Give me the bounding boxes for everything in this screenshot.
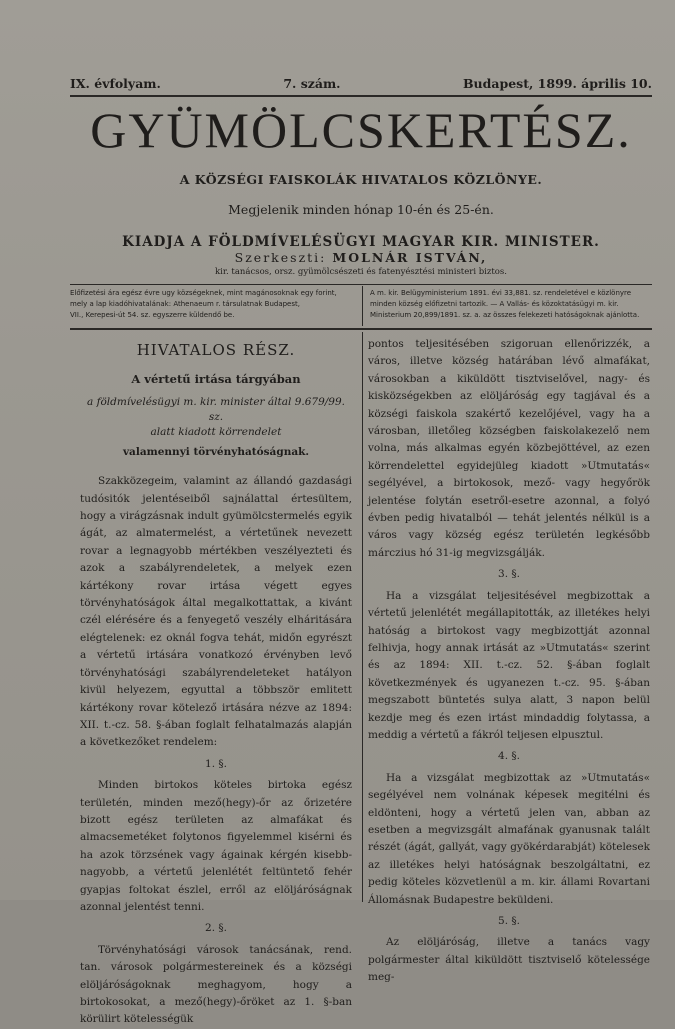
- subscription-line: VII., Kerepesi-út 54. sz. egyszerre küldendő be.: [70, 311, 235, 319]
- info-separator: [362, 286, 363, 326]
- section-title: HIVATALOS RÉSZ.: [136, 341, 296, 359]
- ministry-info: [370, 288, 658, 321]
- article-subtitle: alatt kiadott körrendelet: [150, 425, 282, 438]
- editor-label: Szerkeszti:: [234, 250, 327, 265]
- paragraph: Minden birtokos köteles birtoka egész területén, minden mező(hegy)-őr az őrizetére bizott egész területen az almafákat és almacsemetéket folytonos figyelemmel kisérni és ha azok törzsének vagy ágainak kérgén kisebb-nagyobb, a vértetű jelenlétét feltüntető fehér gyapjas foltokat észlel, erről az elöljáróságnak azonnal jelentést tenni.: [80, 779, 352, 913]
- section-number: 1. §.: [205, 757, 227, 770]
- left-column: [80, 336, 352, 1029]
- subscription-line: Előfizetési ára egész évre ugy községeknek, mint magánosoknak egy forint,: [70, 289, 337, 297]
- paragraph: Ha a vizsgálat megbizottak az »Utmutatás« segélyével nem volnának képesek megitélni és eldönteni, hogy a vértetű jelen van, abban az esetben a megvizsgált almafának gyanusnak talált részét (ágát, gallyát, vagy gyökérdarabját) kötelesek az illetékes helyi hatóságnak beszolgáltatni, ez pedig köteles közvetlenül a m. kir. állami Rovartani Állomásnak Budapestre beküldeni.: [368, 771, 650, 906]
- editor-name: MOLNÁR ISTVÁN,: [332, 250, 488, 265]
- paragraph: pontos teljesitésében szigoruan ellenőrizzék, a város, illetve község határában lévő almafákat, városokban a kiküldött tisztviselővel, nagy- és kisközségekben az elöljáróság egy tagjával és a községi faiskola szakértő kezelőjével, vagy ha a városban, illetőleg községben faiskolakezelő nem volna, más alkalmas egyén közbejöttével, az ezen körrendelettel egyidejüleg kiadott »Utmutatás« segélyével, a birtokosok, mező- vagy hegyőrök jelentése folytán esetről-esetre azonnal, a folyó évben pedig hivatalból — tehát jelentés nélkül is a város vagy község egész területén legkésőbb márczius hó 31-ig megvizsgálják.: [368, 338, 650, 559]
- issue-label: 7. szám.: [283, 76, 341, 91]
- subscription-line: mely a lap kiadóhivatalának: Athenaeum r. társulatnak Budapest,: [70, 300, 300, 308]
- paragraph: Ha a vizsgálat teljesitésével megbizottak a vértetű jelenlétét megállapitották, az illetékes helyi hatóság a birtokost vagy megbizottját azonnal felhivja, hogy annak irtását az »Utmutatás« szerint és az 1894: XII. t.-cz. 52. §-ában foglalt következmények és ugyanezen t.-cz. 95. §-ában megszabott büntetés sulya alatt, 3 napon belül kezdje meg és ezen irtást mindaddig folytassa, a meddig a vértetű a fákról teljesen elpusztul.: [368, 589, 650, 741]
- subscription-info: [70, 288, 358, 321]
- columns-top-rule: [70, 328, 652, 330]
- publication-schedule: Megjelenik minden hónap 10-én és 25-én.: [228, 202, 494, 217]
- ministry-line: Ministerium 20,899/1891. sz. a. az összes felekezeti hatóságoknak ajánlotta.: [370, 311, 640, 319]
- ministry-line: A m. kir. Belügyministerium 1891. évi 33,881. sz. rendeletével e közlönyre: [370, 289, 632, 297]
- volume-label: IX. évfolyam.: [70, 76, 161, 91]
- section-number: 3. §.: [498, 568, 520, 581]
- article-title: A vértetű irtása tárgyában: [131, 372, 301, 387]
- newspaper-title: GYÜMÖLCSKERTÉSZ.: [90, 102, 632, 158]
- article-addressee: valamennyi törvényhatóságnak.: [122, 445, 310, 458]
- section-number: 4. §.: [498, 750, 520, 763]
- top-rule: [70, 95, 652, 97]
- section-number: 2. §.: [205, 922, 227, 935]
- right-column: [368, 336, 650, 987]
- section-number: 5. §.: [498, 915, 520, 927]
- paragraph: Törvényhatósági városok tanácsának, rend. tan. városok polgármestereinek és a községi elöljáróságoknak meghagyom, hogy a birtokosokat, a mező(hegy)-őröket az 1. §-ban körülirt kötelességük: [80, 943, 352, 1026]
- masthead-top-line: [70, 76, 652, 91]
- editor-note: kir. tanácsos, orsz. gyümölcsészeti és fatenyésztési ministeri biztos.: [215, 267, 507, 277]
- paragraph: Az elöljáróság, illetve a tanács vagy polgármester által kiküldött tisztviselő kötelessége meg-: [368, 936, 650, 984]
- column-separator: [362, 332, 363, 902]
- place-date-label: Budapest, 1899. április 10.: [462, 76, 652, 91]
- newspaper-subtitle: A KÖZSÉGI FAISKOLÁK HIVATALOS KÖZLÖNYE.: [179, 172, 543, 187]
- ministry-line: minden község előfizetni tartozik. — A Vallás- és közoktatásügyi m. kir.: [370, 300, 619, 308]
- article-subtitle: a földmívelésügyi m. kir. minister által 9.679/99. sz.: [86, 395, 345, 423]
- publisher-line: KIADJA A FÖLDMÍVELÉSÜGYI MAGYAR KIR. MINISTER.: [122, 234, 600, 250]
- paragraph: Szakközegeim, valamint az állandó gazdasági tudósitók jelentéseiből sajnálattal értesültem, hogy a virágzásnak indult gyümölcstermelés egyik ágát, az almatermelést, a vértetűnek nevezett rovar a legnagyobb mértékben veszélyezteti és azok a szabályrendeletek, a melyek ezen kártékony rovar irtása végett egyes törvényhatóságok által megalkottattak, a kivánt czél elérésére és a fenyegető veszély elháritására elégtelenek: ez oknál fogva tehát, midőn egyrészt a vértetű irtására vonatkozó érvényben levő törvényhatósági szabályrendeleteket hatályon kivül helyezem, egyuttal a többször emlitett kártékony rovar kötelező irtására nézve az 1894: XII. t.-cz. 58. §-ában foglalt felhatalmazás alapján a következőket rendelem:: [80, 475, 352, 749]
- info-top-rule: [70, 284, 652, 285]
- editor-line: [70, 250, 652, 265]
